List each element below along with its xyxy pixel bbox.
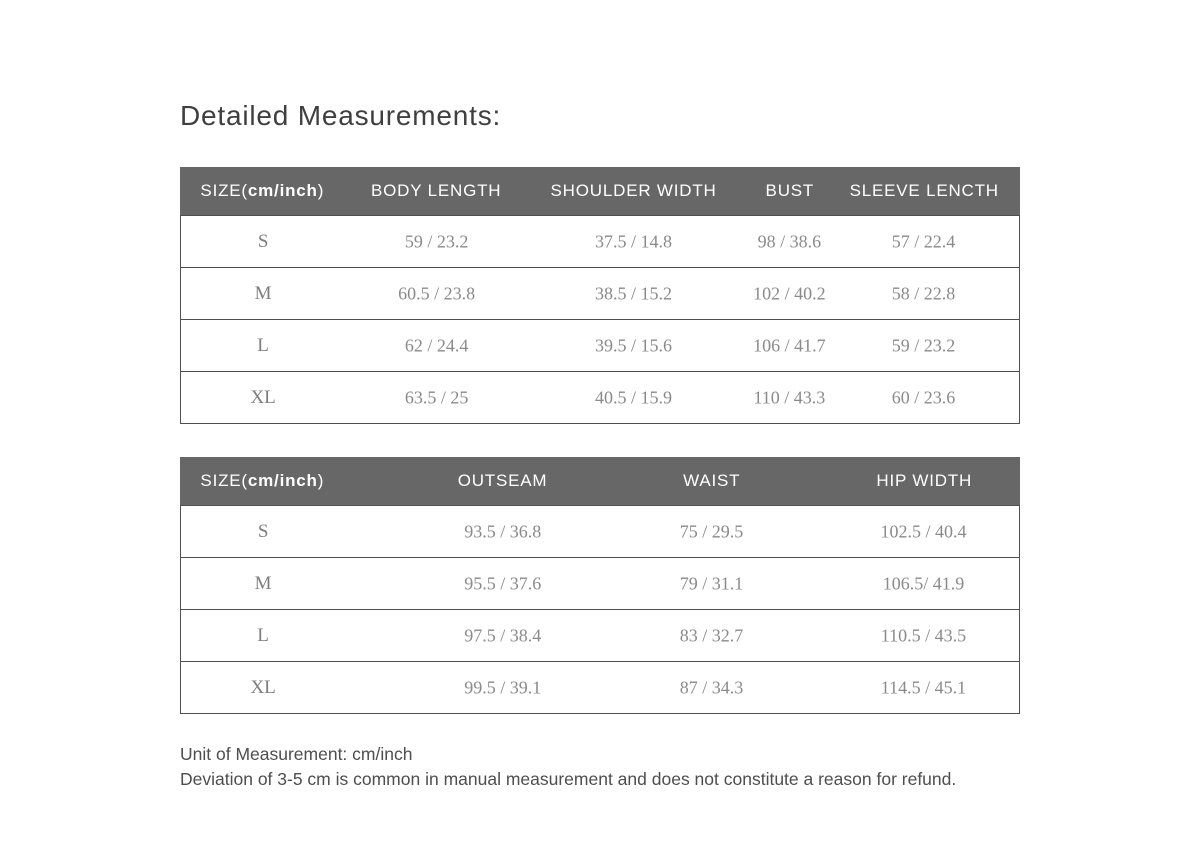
table-row-l — [181, 320, 1019, 372]
size-table-bottom — [180, 457, 1020, 714]
cell-outseam: 95.5 / 37.6 — [464, 573, 542, 593]
table-header-row — [180, 167, 1020, 215]
table-row-m — [181, 558, 1019, 610]
cell-size-label: L — [257, 624, 269, 646]
cell-waist: 79 / 31.1 — [679, 573, 744, 593]
size-header-unit: cm/inch — [247, 471, 318, 490]
size-header-unit: cm/inch — [247, 181, 318, 200]
table-row-m — [181, 268, 1019, 320]
cell-shoulder-width: 37.5 / 14.8 — [595, 231, 673, 251]
measurement-note — [180, 742, 956, 791]
page-title: Detailed Measurements: — [180, 100, 502, 131]
cell-bust: 110 / 43.3 — [753, 387, 826, 407]
unit-of-measurement-line: Unit of Measurement: cm/inch — [180, 744, 413, 764]
cell-hip-width: 110.5 / 43.5 — [880, 625, 967, 645]
header-cell-shoulder-width: SHOULDER WIDTH — [550, 181, 717, 200]
cell-outseam: 97.5 / 38.4 — [464, 625, 542, 645]
cell-size-label: XL — [250, 386, 276, 408]
cell-size-label: XL — [250, 676, 276, 698]
cell-shoulder-width: 40.5 / 15.9 — [595, 387, 673, 407]
table-body — [180, 505, 1020, 714]
cell-size-label: M — [254, 572, 272, 594]
size-header-post: ) — [317, 471, 325, 490]
cell-size-label: M — [254, 282, 272, 304]
header-cell-outseam: OUTSEAM — [457, 471, 548, 490]
cell-body-length: 62 / 24.4 — [404, 335, 469, 355]
cell-hip-width: 102.5 / 40.4 — [880, 521, 967, 541]
table-body — [180, 215, 1020, 424]
table-row-xl — [181, 372, 1019, 423]
cell-waist: 83 / 32.7 — [679, 625, 744, 645]
cell-body-length: 59 / 23.2 — [404, 231, 469, 251]
cell-bust: 106 / 41.7 — [753, 335, 826, 355]
size-table-top — [180, 167, 1020, 424]
deviation-disclaimer-line: Deviation of 3-5 cm is common in manual measurement and does not constitute a reason for refund. — [180, 768, 957, 789]
table-header-row — [180, 457, 1020, 505]
cell-shoulder-width: 39.5 / 15.6 — [595, 335, 673, 355]
cell-body-length: 63.5 / 25 — [404, 387, 469, 407]
cell-bust: 98 / 38.6 — [757, 231, 822, 251]
size-header-post: ) — [317, 181, 325, 200]
cell-sleeve-length: 59 / 23.2 — [891, 335, 956, 355]
size-header-pre: SIZE( — [200, 471, 248, 490]
cell-waist: 75 / 29.5 — [679, 521, 744, 541]
cell-hip-width: 106.5/ 41.9 — [882, 573, 965, 593]
size-header-pre: SIZE( — [200, 181, 248, 200]
header-cell-bust: BUST — [765, 181, 815, 200]
table-row-xl — [181, 662, 1019, 713]
header-cell-size — [200, 471, 324, 491]
cell-hip-width: 114.5 / 45.1 — [880, 677, 967, 697]
table-row-s — [181, 506, 1019, 558]
cell-shoulder-width: 38.5 / 15.2 — [595, 283, 673, 303]
cell-waist: 87 / 34.3 — [679, 677, 744, 697]
header-cell-sleeve-length: SLEEVE LENCTH — [849, 181, 999, 200]
cell-body-length: 60.5 / 23.8 — [398, 283, 476, 303]
cell-bust: 102 / 40.2 — [753, 283, 826, 303]
cell-size-label: S — [257, 230, 269, 252]
header-cell-hip-width: HIP WIDTH — [876, 471, 973, 490]
table-row-s — [181, 216, 1019, 268]
header-cell-waist: WAIST — [683, 471, 741, 490]
cell-sleeve-length: 60 / 23.6 — [891, 387, 956, 407]
header-cell-body-length: BODY LENGTH — [371, 181, 502, 200]
table-row-l — [181, 610, 1019, 662]
cell-sleeve-length: 57 / 22.4 — [891, 231, 956, 251]
cell-sleeve-length: 58 / 22.8 — [891, 283, 956, 303]
header-cell-size — [200, 181, 324, 201]
cell-size-label: S — [257, 520, 269, 542]
cell-outseam: 93.5 / 36.8 — [464, 521, 542, 541]
cell-size-label: L — [257, 334, 269, 356]
cell-outseam: 99.5 / 39.1 — [464, 677, 542, 697]
